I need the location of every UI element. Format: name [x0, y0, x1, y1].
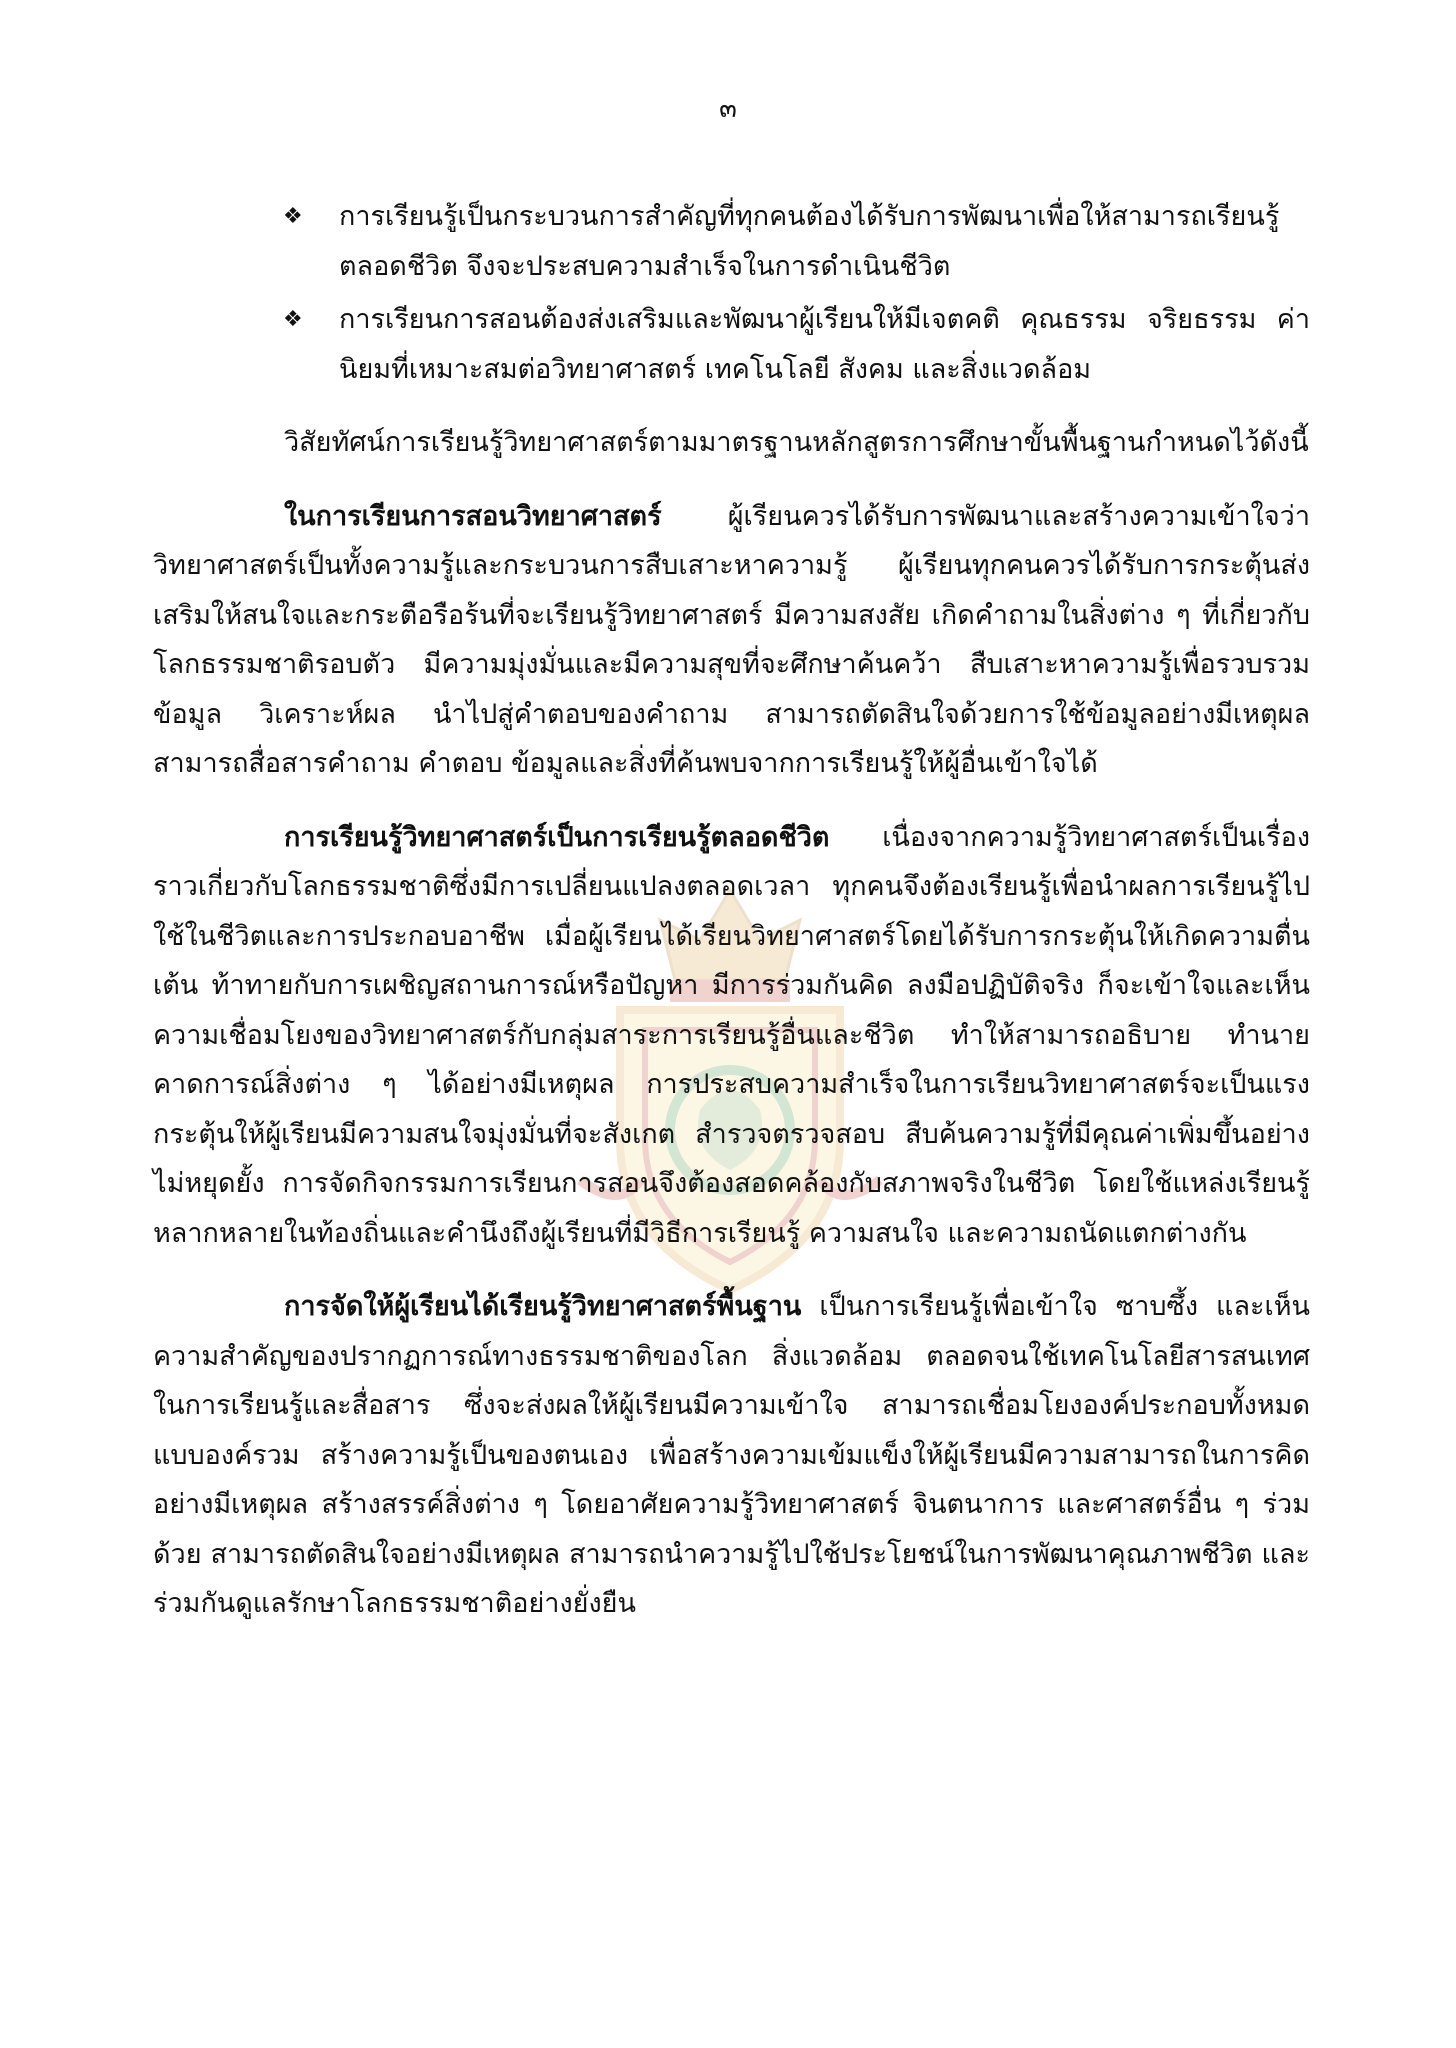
document-body [153, 192, 1310, 1629]
paragraph [153, 492, 1310, 789]
diamond-bullet-icon: ❖ [283, 204, 303, 229]
paragraph-heading: ในการเรียนการสอนวิทยาศาสตร์ [284, 500, 662, 532]
paragraph-body: เนื่องจากความรู้วิทยาศาสตร์เป็นเรื่องราวเกี่ยวกับโลกธรรมชาติซึ่งมีการเปลี่ยนแปลงตลอดเวลา ทุกคนจึงต้องเรียนรู้เพื่อนำผลการเรียนรู้ไปใช้ในชีวิตและการประกอบอาชีพ เมื่อผู้เรียนได้เรียนวิทยาศาสตร์โดยได้รับการกระตุ้นให้เกิดความตื่นเต้น ท้าทายกับการเผชิญสถานการณ์หรือปัญหา มีการร่วมกันคิด ลงมือปฏิบัติจริง ก็จะเข้าใจและเห็นความเชื่อมโยงของวิทยาศาสตร์กับกลุ่มสาระการเรียนรู้อื่นและชีวิต ทำให้สามารถอธิบาย ทำนาย คาดการณ์สิ่งต่าง ๆ ได้อย่างมีเหตุผล การประสบความสำเร็จในการเรียนวิทยาศาสตร์จะเป็นแรงกระตุ้นให้ผู้เรียนมีความสนใจมุ่งมั่นที่จะสังเกต สำรวจตรวจสอบ สืบค้นความรู้ที่มีคุณค่าเพิ่มขึ้นอย่างไม่หยุดยั้ง การจัดกิจกรรมการเรียนการสอนจึงต้องสอดคล้องกับสภาพจริงในชีวิต โดยใช้แหล่งเรียนรู้หลากหลายในท้องถิ่นและคำนึงถึงผู้เรียนที่มีวิธีการเรียนรู้ ความสนใจ และความถนัดแตกต่างกัน [153, 821, 1310, 1249]
list-item-text: การเรียนรู้เป็นกระบวนการสำคัญที่ทุกคนต้องได้รับการพัฒนาเพื่อให้สามารถเรียนรู้ตลอดชีวิต จึงจะประสบความสำเร็จในการดำเนินชีวิต [339, 201, 1280, 282]
paragraph-body: ผู้เรียนควรได้รับการพัฒนาและสร้างความเข้าใจว่าวิทยาศาสตร์เป็นทั้งความรู้และกระบวนการสืบเสาะหาความรู้ ผู้เรียนทุกคนควรได้รับการกระตุ้นส่งเสริมให้สนใจและกระตือรือร้นที่จะเรียนรู้วิทยาศาสตร์ มีความสงสัย เกิดคำถามในสิ่งต่าง ๆ ที่เกี่ยวกับโลกธรรมชาติรอบตัว มีความมุ่งมั่นและมีความสุขที่จะศึกษาค้นคว้า สืบเสาะหาความรู้เพื่อรวบรวมข้อมูล วิเคราะห์ผล นำไปสู่คำตอบของคำถาม สามารถตัดสินใจด้วยการใช้ข้อมูลอย่างมีเหตุผล สามารถสื่อสารคำถาม คำตอบ ข้อมูลและสิ่งที่ค้นพบจากการเรียนรู้ให้ผู้อื่นเข้าใจได้ [153, 500, 1310, 779]
list-item [153, 192, 1310, 291]
paragraph-body: เป็นการเรียนรู้เพื่อเข้าใจ ซาบซึ้ง และเห็นความสำคัญของปรากฏการณ์ทางธรรมชาติของโลก สิ่งแวดล้อม ตลอดจนใช้เทคโนโลยีสารสนเทศในการเรียนรู้และสื่อสาร ซึ่งจะส่งผลให้ผู้เรียนมีความเข้าใจ สามารถเชื่อมโยงองค์ประกอบทั้งหมดแบบองค์รวม สร้างความรู้เป็นของตนเอง เพื่อสร้างความเข้มแข็งให้ผู้เรียนมีความสามารถในการคิดอย่างมีเหตุผล สร้างสรรค์สิ่งต่าง ๆ โดยอาศัยความรู้วิทยาศาสตร์ จินตนาการ และศาสตร์อื่น ๆ ร่วมด้วย สามารถตัดสินใจอย่างมีเหตุผล สามารถนำความรู้ไปใช้ประโยชน์ในการพัฒนาคุณภาพชีวิต และร่วมกันดูแลรักษาโลกธรรมชาติอย่างยั่งยืน [153, 1291, 1310, 1619]
paragraph [153, 1282, 1310, 1629]
diamond-bullet-icon: ❖ [283, 307, 303, 332]
paragraph-heading: การจัดให้ผู้เรียนได้เรียนรู้วิทยาศาสตร์พื้นฐาน [284, 1291, 802, 1322]
list-item [153, 295, 1310, 394]
paragraph-heading: การเรียนรู้วิทยาศาสตร์เป็นการเรียนรู้ตลอดชีวิต [284, 821, 830, 853]
vision-intro: วิสัยทัศน์การเรียนรู้วิทยาศาสตร์ตามมาตรฐานหลักสูตรการศึกษาขั้นพื้นฐานกำหนดไว้ดังนี้ [284, 427, 1309, 458]
list-item-text: การเรียนการสอนต้องส่งเสริมและพัฒนาผู้เรียนให้มีเจตคติ คุณธรรม จริยธรรม ค่านิยมที่เหมาะสมต่อวิทยาศาสตร์ เทคโนโลยี สังคม และสิ่งแวดล้อม [339, 304, 1310, 385]
paragraph [153, 813, 1310, 1259]
page-number: ๓ [719, 94, 737, 124]
